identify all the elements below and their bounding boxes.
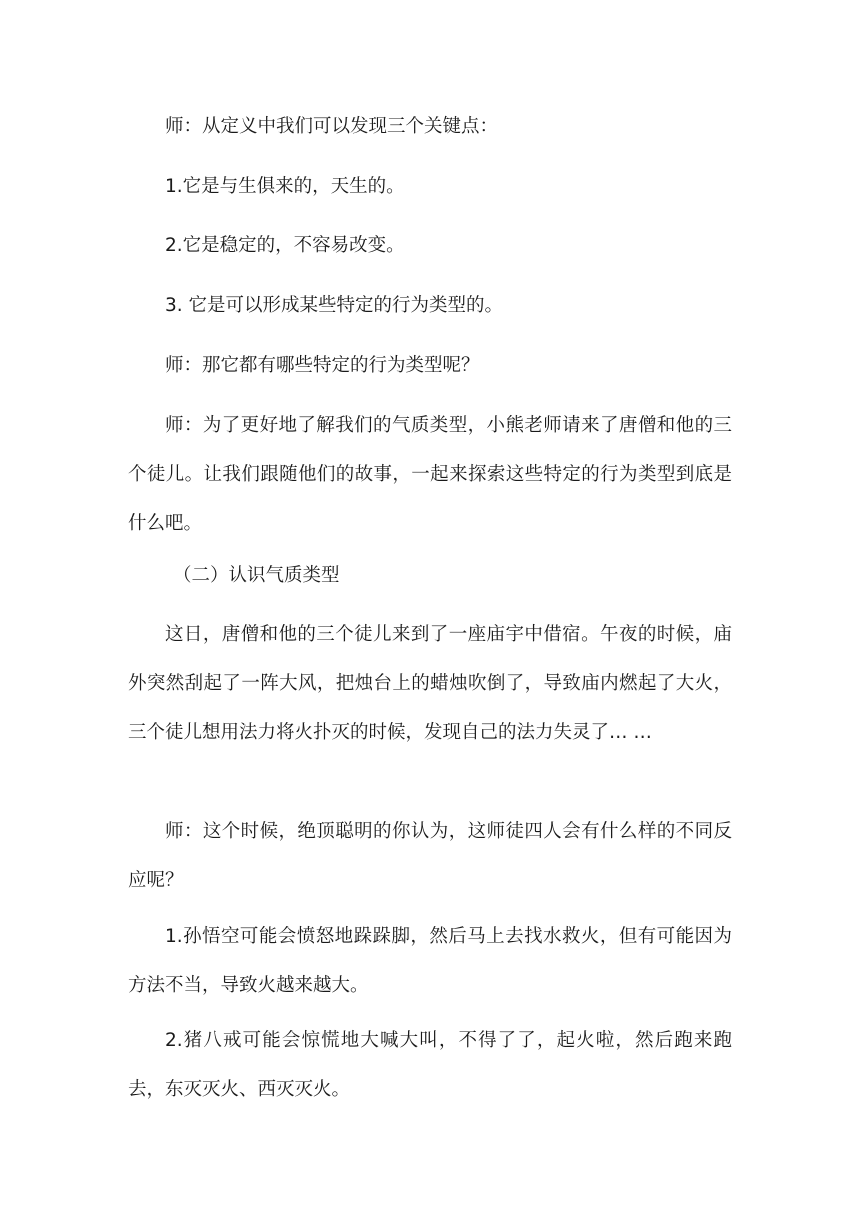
- reaction-sun-wukong: 1.孙悟空可能会愤怒地跺跺脚，然后马上去找水救火，但有可能因为方法不当，导致火越来越大。: [128, 926, 732, 996]
- teacher-intro-tang-monk: 师：为了更好地了解我们的气质类型，小熊老师请来了唐僧和他的三个徒儿。让我们跟随他们的故事，一起来探索这些特定的行为类型到底是什么吧。: [128, 415, 732, 534]
- reaction-zhu-bajie: 2.猪八戒可能会惊慌地大喊大叫，不得了了，起火啦，然后跑来跑去，东灭灭火、西灭灭火。: [128, 1030, 732, 1100]
- teacher-question-behavior-types: 师：那它都有哪些特定的行为类型呢？: [165, 355, 480, 376]
- point-3: 3. 它是可以形成某些特定的行为类型的。: [165, 295, 504, 316]
- teacher-question-reactions: 师：这个时候，绝顶聪明的你认为，这师徒四人会有什么样的不同反应呢？: [128, 821, 732, 891]
- section-heading: （二）认识气质类型: [173, 565, 340, 586]
- point-1: 1.它是与生俱来的，天生的。: [165, 176, 405, 197]
- point-2: 2.它是稳定的，不容易改变。: [165, 235, 405, 256]
- story-paragraph: 这日，唐僧和他的三个徒儿来到了一座庙宇中借宿。午夜的时候，庙外突然刮起了一阵大风，把烛台上的蜡烛吹倒了，导致庙内燃起了大火，三个徒儿想用法力将火扑灭的时候，发现自己的法力失灵了… …: [128, 624, 732, 743]
- teacher-line-key-points: 师：从定义中我们可以发现三个关键点：: [165, 116, 499, 137]
